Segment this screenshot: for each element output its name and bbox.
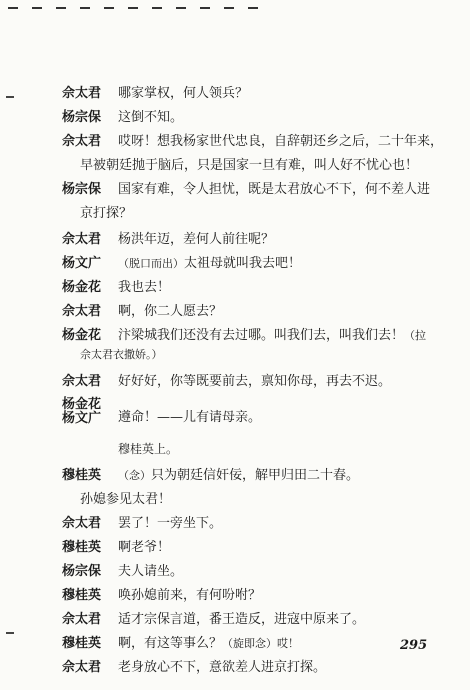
dialogue-line — [0, 464, 470, 484]
speaker-name: 佘太君 — [62, 86, 102, 101]
stage-direction: 佘太君衣撒娇。） — [80, 348, 163, 361]
speaker-name: 穆桂英 — [62, 540, 102, 555]
dialogue-text: 国家有难，令人担忧，既是太君放心不下，何不差人进 — [118, 182, 431, 197]
dialogue-text: 夫人请坐。 — [118, 564, 184, 579]
stage-direction: （脱口而出） — [118, 257, 184, 270]
dialogue-text — [118, 464, 359, 483]
dialogue-text: 啊，你二人愿去？ — [118, 304, 223, 319]
speaker-name: 佘太君 — [62, 660, 102, 675]
dialogue-line — [0, 608, 470, 628]
spoken-text: 太祖母就叫我去吧！ — [184, 256, 302, 271]
stage-direction-line — [0, 440, 470, 460]
speaker-name: 杨宗保 — [62, 564, 102, 579]
speaker-name: 杨宗保 — [62, 110, 102, 125]
speaker-name: 穆桂英 — [62, 468, 102, 483]
dialogue-line — [0, 228, 470, 248]
dialogue-text: 好好好，你等既要前去，禀知你母，再去不迟。 — [118, 374, 392, 389]
speaker-name: 杨金花 — [62, 280, 102, 295]
speaker-name: 佘太君 — [62, 134, 102, 149]
speaker-name: 杨宗保 — [62, 182, 102, 197]
stage-direction: （念） — [118, 469, 151, 482]
dialogue-line — [0, 82, 470, 102]
dialogue-text: 啊老爷！ — [118, 540, 171, 555]
continuation-text: 孙媳参见太君！ — [80, 492, 172, 507]
speaker-name: 穆桂英 — [62, 636, 102, 651]
dialogue-line — [0, 324, 470, 344]
dialogue-line — [0, 252, 470, 272]
stage-direction: （旋即念）哎！ — [222, 637, 300, 650]
continuation-text: 早被朝廷抛于脑后，只是国家一旦有难，叫人好不忧心也！ — [80, 158, 419, 173]
speaker-group — [62, 398, 101, 426]
dialogue-line — [0, 512, 470, 532]
speaker-name: 佘太君 — [62, 304, 102, 319]
speaker-name: 佘太君 — [62, 374, 102, 389]
dialogue-line — [0, 560, 470, 580]
speaker-name: 杨金花 — [62, 328, 102, 343]
continuation-text: 京打探？ — [80, 206, 133, 221]
speaker-name: 佘太君 — [62, 232, 102, 247]
dialogue-text: 哎呀！想我杨家世代忠良，自辞朝还乡之后，二十年来， — [118, 134, 444, 149]
dialogue-text: 我也去！ — [118, 280, 171, 295]
stage-direction: （拉 — [404, 329, 427, 342]
dialogue-text — [118, 252, 301, 271]
dialogue-text — [118, 324, 426, 343]
dialogue-text: 遵命！——儿有请母亲。 — [118, 410, 262, 425]
speaker-name: 杨金花 — [62, 397, 102, 412]
dialogue-text: 罢了！一旁坐下。 — [118, 516, 223, 531]
dialogue-line — [0, 398, 470, 430]
speaker-name: 穆桂英 — [62, 588, 102, 603]
dialogue-text — [118, 632, 299, 651]
dialogue-text: 老身放心不下，意欲差人进京打探。 — [118, 660, 327, 675]
speaker-name: 杨文广 — [62, 256, 102, 271]
speaker-name: 佘太君 — [62, 516, 102, 531]
dialogue-line — [0, 584, 470, 604]
speaker-name: 杨文广 — [62, 411, 102, 426]
stage-direction: 穆桂英上。 — [118, 442, 179, 456]
dialogue-text: 适才宗保言道，番王造反，进寇中原来了。 — [118, 612, 366, 627]
dialogue-continuation — [0, 488, 470, 508]
dialogue-line — [0, 130, 470, 150]
dialogue-line — [0, 300, 470, 320]
dialogue-continuation — [0, 202, 470, 222]
dialogue-line — [0, 178, 470, 198]
dialogue-text: 杨洪年迈，差何人前往呢？ — [118, 232, 275, 247]
spoken-text: 只为朝廷信奸佞，解甲归田二十春。 — [151, 468, 360, 483]
dialogue-line — [0, 370, 470, 390]
page-number: 295 — [400, 638, 428, 653]
speaker-name: 佘太君 — [62, 612, 102, 627]
dialogue-text: 哪家掌权，何人领兵？ — [118, 86, 249, 101]
dialogue-line — [0, 106, 470, 126]
dialogue-text: 唤孙媳前来，有何吩咐？ — [118, 588, 262, 603]
spoken-text: 汴梁城我们还没有去过哪。叫我们去，叫我们去！ — [118, 328, 405, 343]
dialogue-line — [0, 276, 470, 296]
top-margin-dashes — [8, 4, 258, 9]
spoken-text: 啊，有这等事么？ — [118, 636, 223, 651]
dialogue-continuation — [0, 346, 470, 366]
dialogue-line — [0, 536, 470, 556]
dialogue-line — [0, 656, 470, 676]
dialogue-continuation — [0, 154, 470, 174]
dialogue-text: 这倒不知。 — [118, 110, 184, 125]
